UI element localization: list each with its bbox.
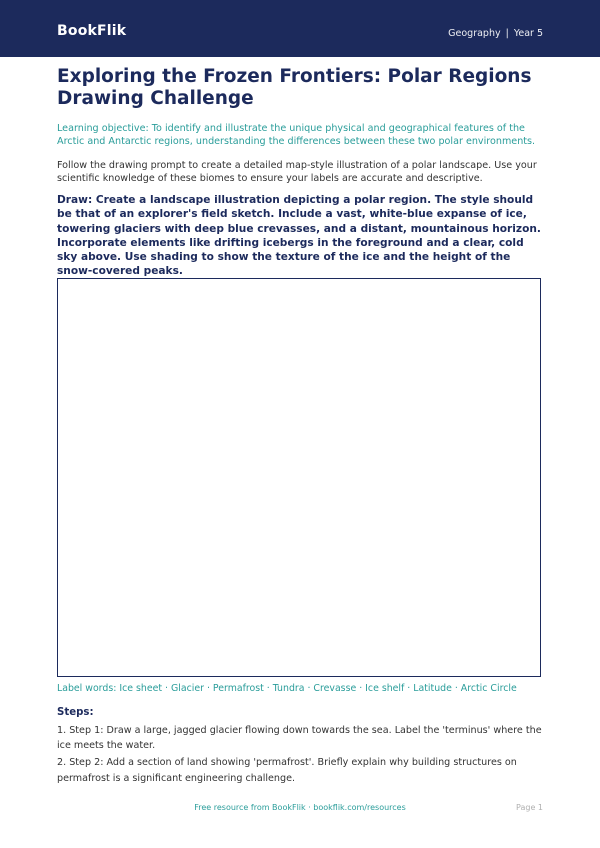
brand-logo: BookFlik: [57, 23, 127, 39]
learning-objective: Learning objective: To identify and illustrate the unique physical and geographical features of the Arctic and Antarctic regions, understanding the differences between these two polar environments.: [57, 123, 536, 147]
header-meta: [448, 28, 543, 39]
page-number: Page 1: [516, 803, 543, 812]
drawing-area[interactable]: [57, 278, 541, 677]
steps-heading: Steps:: [57, 707, 94, 718]
drawing-prompt: Draw: Create a landscape illustration depicting a polar region. The style should be that of an explorer's field sketch. Include a vast, white-blue expanse of ice, towering glaciers with deep blue crevasses, and a distant, mountainous horizon. Incorporate elements like drifting icebergs in the foreground and a clear, cold sky above. Use shading to show the texture of the ice and the height of the snow-covered peaks.: [57, 194, 541, 278]
meta-separator: |: [505, 28, 509, 39]
intro-text: Follow the drawing prompt to create a detailed map-style illustration of a polar landscape. Use your scientific knowledge of these biomes to ensure your labels are accurate and descriptive.: [57, 160, 537, 184]
footer-text: Free resource from BookFlik · bookflik.com/resources: [194, 803, 406, 812]
year-label: Year 5: [513, 28, 543, 39]
steps-list: [57, 723, 547, 788]
step-item: 2. Step 2: Add a section of land showing 'permafrost'. Briefly explain why building structures on permafrost is a significant engineering challenge.: [57, 757, 517, 784]
page-title: Exploring the Frozen Frontiers: Polar Regions Drawing Challenge: [57, 66, 532, 109]
step-item: 1. Step 1: Draw a large, jagged glacier flowing down towards the sea. Label the 'terminus' where the ice meets the water.: [57, 725, 542, 752]
header-bar: [0, 0, 600, 57]
label-words: Label words: Ice sheet · Glacier · Permafrost · Tundra · Crevasse · Ice shelf · Latitude · Arctic Circle: [57, 683, 517, 694]
subject-label: Geography: [448, 28, 501, 39]
